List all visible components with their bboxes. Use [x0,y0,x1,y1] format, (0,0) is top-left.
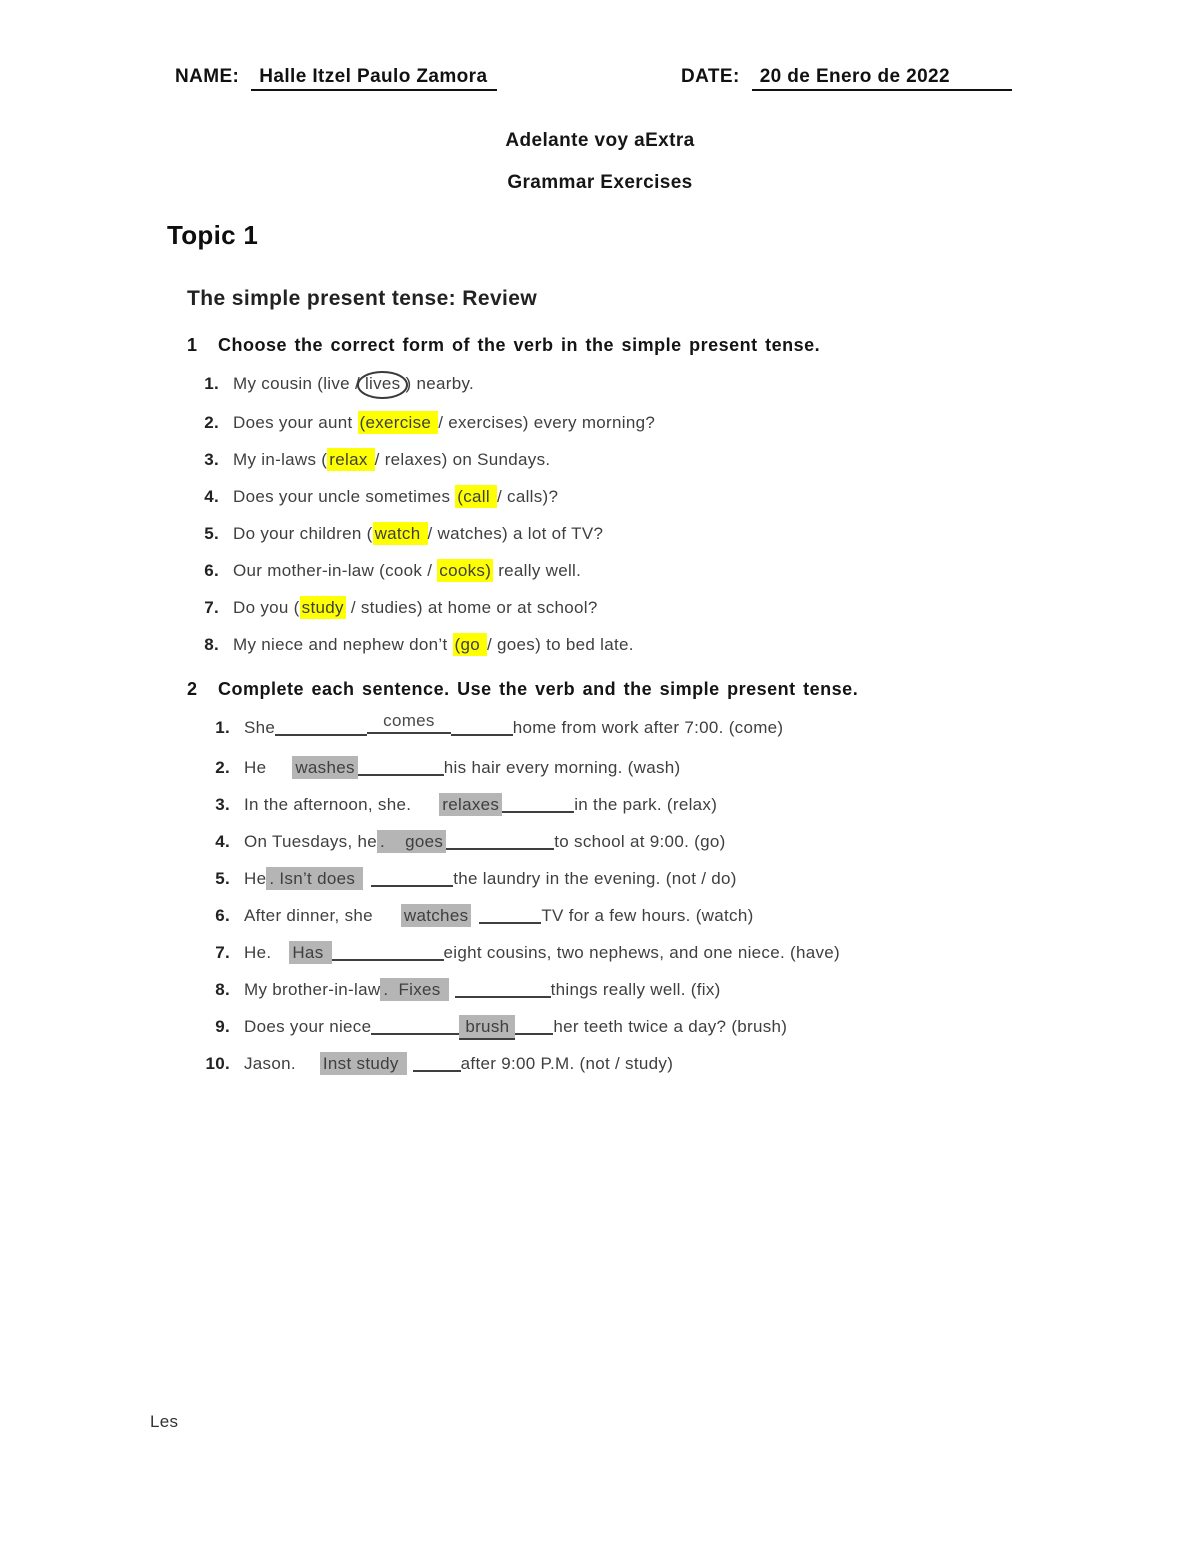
date-value: 20 de Enero de 2022 [752,66,1012,91]
typed-answer: . goes [377,830,446,853]
item-number: 8. [215,980,230,999]
answer-blank-line [455,995,551,998]
text-segment: Our mother-in-law (cook / [233,561,438,580]
text-segment: things really well. (fix) [550,980,721,999]
text-segment: In the afternoon, she. [244,795,412,814]
date-label: DATE: [681,66,740,87]
item-number: 7. [204,598,219,617]
exercise-item [196,905,1200,926]
answer-blank-line [371,884,453,887]
typed-answer-on-line: brush [459,1015,515,1040]
text-segment: He [244,869,267,888]
text-segment: My niece and nephew don’t [233,635,453,654]
text-segment: really well. [493,561,582,580]
answer-blank-line [515,1032,553,1035]
exercise-item [185,597,1200,618]
exercise-item [196,794,1200,815]
text-segment: My cousin (live / [233,374,360,393]
exercise-item [196,979,1200,1000]
answer-blank-line [451,733,513,736]
exercise-item [196,942,1200,963]
text-segment: After dinner, she [244,906,373,925]
section-heading: The simple present tense: Review [187,287,538,310]
topic-heading: Topic 1 [167,220,259,250]
item-number: 3. [215,795,230,814]
text-segment: He. [244,943,272,962]
text-segment: / watches) a lot of TV? [427,524,604,543]
answer-blank-line [446,847,554,850]
document-title: Adelante voy aExtra [505,130,695,151]
typed-answer: . Fixes [380,978,448,1001]
item-number: 7. [215,943,230,962]
item-number: 5. [215,869,230,888]
item-number: 4. [215,832,230,851]
exercise-item [185,486,1200,507]
item-text [244,1054,673,1073]
highlighted-answer: relax [329,450,373,469]
item-number: 5. [204,524,219,543]
item-number: 2. [215,758,230,777]
text-segment: / exercises) every morning? [438,413,656,432]
text-segment: Does your uncle sometimes [233,487,456,506]
item-number: 10. [205,1054,230,1073]
item-number: 2. [204,413,219,432]
answer-blank-line [413,1069,461,1072]
item-number: 1. [204,374,219,393]
name-value: Halle Itzel Paulo Zamora [251,66,497,91]
text-segment: He [244,758,267,777]
highlighted-answer: (go [454,635,485,654]
typed-answer: relaxes [439,793,502,816]
text-segment: Do your children ( [233,524,373,543]
text-segment: My brother-in-law [244,980,381,999]
highlighted-answer: watch [374,524,426,543]
date-field [681,66,1012,88]
exercise-2-items [196,711,1200,1074]
exercise-item [185,373,1200,396]
item-text [244,980,721,999]
text-segment: Does your aunt [233,413,358,432]
highlighted-answer: study [301,598,344,617]
item-text [244,869,737,888]
exercise-item [196,1016,1200,1037]
name-label: NAME: [175,66,240,87]
text-segment: Do you ( [233,598,300,617]
item-text [244,711,784,737]
exercise-2-heading [187,679,1200,700]
typed-answer: Has [289,941,331,964]
text-segment: after 9:00 P.M. (not / study) [460,1054,674,1073]
item-text [244,1017,787,1036]
text-segment: to school at 9:00. (go) [554,832,726,851]
text-segment: home from work after 7:00. (come) [512,718,784,737]
answer-blank-line [275,733,367,736]
answer-blank-line [479,921,541,924]
header [175,0,1012,88]
written-answer: comes [367,710,451,734]
text-segment: ) nearby. [405,374,475,393]
text-segment: / calls)? [496,487,559,506]
item-text [233,448,550,471]
exercise-item [196,711,1200,741]
exercise-item [185,634,1200,655]
item-text [244,758,681,777]
highlighted-answer: (call [457,487,495,506]
exercise-1-heading [187,335,1200,356]
item-text [233,633,634,656]
highlighted-answer: (exercise [359,413,437,432]
item-text [244,943,840,962]
exercise-item [185,560,1200,581]
document-subtitle: Grammar Exercises [507,172,693,193]
text-segment: / goes) to bed late. [487,635,634,654]
answer-blank-line [502,810,574,813]
text-segment: / studies) at home or at school? [345,598,598,617]
exercise-title: Complete each sentence. Use the verb and the simple present tense. [218,679,859,699]
typed-answer: watches [401,904,471,927]
typed-answer: . Isn’t does [266,867,363,890]
exercise-item [185,449,1200,470]
item-text [233,596,598,619]
exercise-1 [0,335,1200,655]
item-text [233,522,603,545]
item-number: 1. [215,718,230,737]
exercise-item [185,523,1200,544]
text-segment: TV for a few hours. (watch) [541,906,754,925]
text-segment: eight cousins, two nephews, and one niece. (have) [443,943,841,962]
highlighted-answer: cooks) [439,561,492,580]
typed-answer: washes [292,756,357,779]
item-text [244,795,717,814]
text-segment: Does your niece [244,1017,372,1036]
item-text [244,832,726,851]
item-number: 3. [204,450,219,469]
name-field [175,66,497,88]
item-text [233,559,581,582]
item-number: 9. [215,1017,230,1036]
typed-answer: Inst study [320,1052,407,1075]
answer-blank-line [332,958,444,961]
text-segment: Jason. [244,1054,296,1073]
text-segment: On Tuesdays, he [244,832,378,851]
exercise-1-items [185,373,1200,655]
exercise-2 [0,679,1200,1074]
text-segment: her teeth twice a day? (brush) [553,1017,788,1036]
item-number: 6. [204,561,219,580]
exercise-title: Choose the correct form of the verb in the simple present tense. [218,335,821,355]
circled-answer: lives [357,371,409,399]
item-number: 4. [204,487,219,506]
text-segment: his hair every morning. (wash) [443,758,681,777]
item-text [244,906,754,925]
item-text [233,411,655,434]
exercise-item [196,831,1200,852]
item-number: 8. [204,635,219,654]
exercise-item [196,1053,1200,1074]
answer-blank-line [358,773,444,776]
text-segment: She [244,718,276,737]
item-number: 6. [215,906,230,925]
item-text [233,374,474,393]
exercise-number: 1 [187,335,198,355]
exercise-item [196,868,1200,889]
exercise-item [196,757,1200,778]
text-segment: My in-laws ( [233,450,328,469]
exercise-item [185,412,1200,433]
text-segment: in the park. (relax) [574,795,718,814]
item-text [233,485,558,508]
exercise-number: 2 [187,679,198,699]
text-segment: / relaxes) on Sundays. [374,450,551,469]
text-segment: the laundry in the evening. (not / do) [453,869,737,888]
answer-blank-line [371,1032,459,1035]
page-footer-text: Les [150,1412,179,1431]
